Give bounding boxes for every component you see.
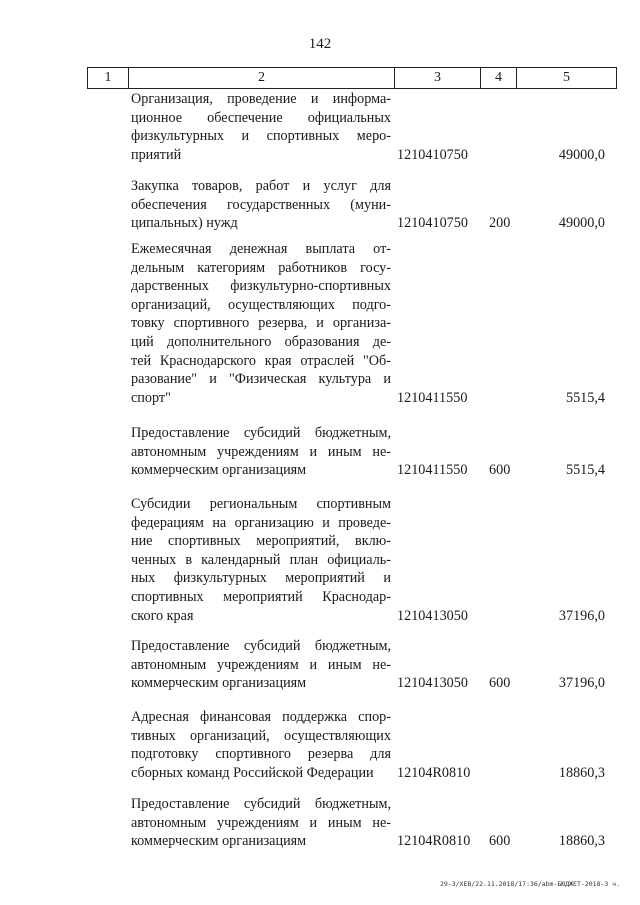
description-line: тивных организаций, осуществляющих [131, 727, 391, 744]
row-code: 1210411550 [397, 389, 468, 406]
description-line: ченных в календарный план официаль- [131, 551, 391, 568]
header-cell-1: 1 [87, 68, 129, 88]
row-description [131, 424, 391, 480]
description-line: автономным учреждениям и иным не- [131, 656, 391, 673]
description-line: Субсидии региональным спортивным [131, 496, 391, 512]
description-line: коммерческим организациям [131, 833, 307, 850]
row-code: 1210411550 [397, 462, 468, 479]
header-cell-4: 4 [481, 68, 517, 88]
description-line: Организация, проведение и информа- [131, 91, 391, 107]
row-description [131, 708, 391, 782]
row-expense-type: 200 [489, 215, 511, 232]
row-code: 12104R0810 [397, 764, 471, 781]
description-line: Закупка товаров, работ и услуг для [131, 178, 391, 194]
description-line: Предоставление субсидий бюджетным, [131, 638, 391, 654]
description-line: спортивных мероприятий Краснодар- [131, 588, 391, 605]
header-cell-3: 3 [395, 68, 481, 88]
row-code: 1210413050 [397, 607, 468, 624]
description-line: ций дополнительного образования де- [131, 333, 391, 350]
description-line: Адресная финансовая поддержка спор- [131, 709, 391, 725]
row-amount: 37196,0 [558, 607, 605, 624]
description-line: Предоставление субсидий бюджетным, [131, 796, 391, 812]
description-line: ципальных) нужд [131, 215, 238, 232]
row-description [131, 795, 391, 851]
row-description [131, 177, 391, 233]
row-code: 1210410750 [397, 215, 468, 232]
description-line: физкультурных и спортивных меро- [131, 128, 391, 145]
description-line: Предоставление субсидий бюджетным, [131, 425, 391, 441]
description-line: ского края [131, 607, 194, 624]
description-line: дельным категориям работников госу- [131, 259, 391, 276]
description-line: сборных команд Российской Федерации [131, 764, 374, 781]
description-line: Ежемесячная денежная выплата от- [131, 241, 391, 257]
row-amount: 18860,3 [558, 764, 605, 781]
description-line: организаций, осуществляющих подго- [131, 296, 391, 313]
row-code: 1210413050 [397, 675, 468, 692]
description-line: спорт" [131, 389, 171, 406]
description-line: коммерческим организациям [131, 675, 307, 692]
description-line: обеспечения государственных (муни- [131, 196, 391, 213]
description-line: приятий [131, 146, 182, 163]
row-description [131, 90, 391, 164]
header-cell-2: 2 [129, 68, 395, 88]
description-line: товку спортивного резерва, и организа- [131, 315, 391, 332]
page-number: 142 [308, 36, 332, 52]
description-line: федерациям на организацию и проведе- [131, 514, 391, 531]
description-line: ционное обеспечение официальных [131, 109, 391, 126]
description-line: подготовку спортивного резерва для [131, 746, 391, 763]
description-line: ние спортивных мероприятий, вклю- [131, 533, 391, 550]
description-line: автономным учреждениям и иным не- [131, 814, 391, 831]
description-line: тей Краснодарского края отраслей "Об- [131, 352, 391, 369]
row-description [131, 495, 391, 625]
row-expense-type: 600 [489, 833, 511, 850]
row-code: 1210410750 [397, 146, 468, 163]
table-header [87, 67, 617, 89]
header-cell-5: 5 [517, 68, 617, 88]
description-line: дарственных физкультурно-спортивных [131, 278, 391, 295]
description-line: автономным учреждениям и иным не- [131, 443, 391, 460]
row-amount: 49000,0 [558, 146, 605, 163]
row-code: 12104R0810 [397, 833, 471, 850]
description-line: коммерческим организациям [131, 462, 307, 479]
description-line: ных физкультурных мероприятий и [131, 570, 391, 587]
row-amount: 18860,3 [558, 833, 605, 850]
footer-note: 29-3/XEB/22.11.2018/17:36/abm-БЮДЖЕТ-2018-3 ч. [439, 880, 620, 888]
row-amount: 5515,4 [565, 389, 605, 406]
row-expense-type: 600 [489, 675, 511, 692]
row-description [131, 637, 391, 693]
row-expense-type: 600 [489, 462, 511, 479]
row-amount: 49000,0 [558, 215, 605, 232]
description-line: разование" и "Физическая культура и [131, 371, 391, 388]
row-amount: 5515,4 [565, 462, 605, 479]
row-description [131, 240, 391, 407]
row-amount: 37196,0 [558, 675, 605, 692]
